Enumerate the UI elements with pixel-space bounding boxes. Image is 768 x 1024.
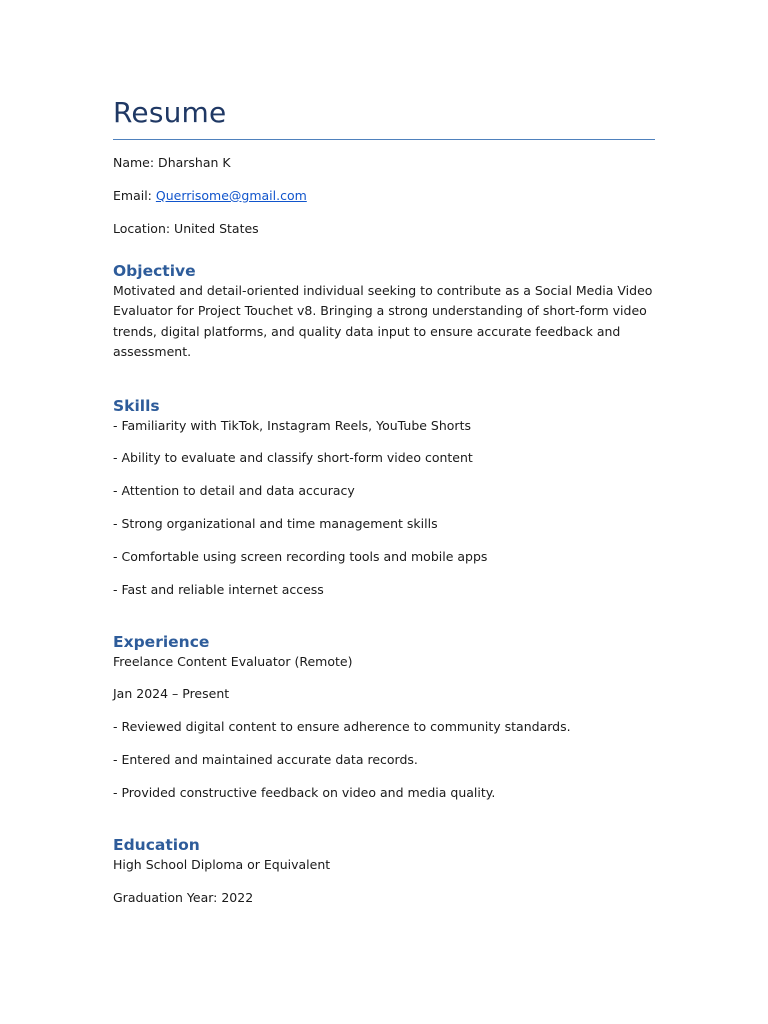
list-item: - Entered and maintained accurate data records. <box>113 751 418 767</box>
name-line: Name: Dharshan K <box>113 155 231 170</box>
list-item: - Attention to detail and data accuracy <box>113 483 355 499</box>
resume-page <box>113 95 655 908</box>
list-item: - Fast and reliable internet access <box>113 581 324 597</box>
job-dates: Jan 2024 – Present <box>113 686 230 702</box>
skills-heading: Skills <box>113 396 160 415</box>
email-label: Email: <box>113 187 156 203</box>
list-item: - Comfortable using screen recording tools and mobile apps <box>113 548 488 564</box>
list-item: - Familiarity with TikTok, Instagram Reels, YouTube Shorts <box>113 417 471 433</box>
email-link[interactable]: Querrisome@gmail.com <box>155 187 307 203</box>
skills-list <box>113 416 655 600</box>
list-item: - Strong organizational and time management skills <box>113 515 438 531</box>
education-heading: Education <box>113 835 200 854</box>
list-item: - Ability to evaluate and classify short-form video content <box>113 450 473 466</box>
objective-heading: Objective <box>113 261 196 280</box>
objective-text: Motivated and detail-oriented individual seeking to contribute as a Social Media Video Evaluator for Project Touchet v8. Bringing a strong understanding of short-form video trends, digital platforms, and quality data input to ensure accurate feedback and assessment. <box>113 282 653 360</box>
graduation-year: Graduation Year: 2022 <box>113 889 254 905</box>
job-title: Freelance Content Evaluator (Remote) <box>113 653 353 669</box>
education-list <box>113 855 655 908</box>
page-title: Resume <box>113 96 227 129</box>
location-line: Location: United States <box>113 220 259 236</box>
list-item: - Provided constructive feedback on video and media quality. <box>113 784 496 800</box>
contact-block <box>113 153 655 239</box>
email-line <box>113 186 655 206</box>
degree-line: High School Diploma or Equivalent <box>113 856 331 872</box>
experience-heading: Experience <box>113 632 210 651</box>
list-item: - Reviewed digital content to ensure adherence to community standards. <box>113 719 571 735</box>
experience-list <box>113 652 655 803</box>
title-divider <box>113 139 655 140</box>
